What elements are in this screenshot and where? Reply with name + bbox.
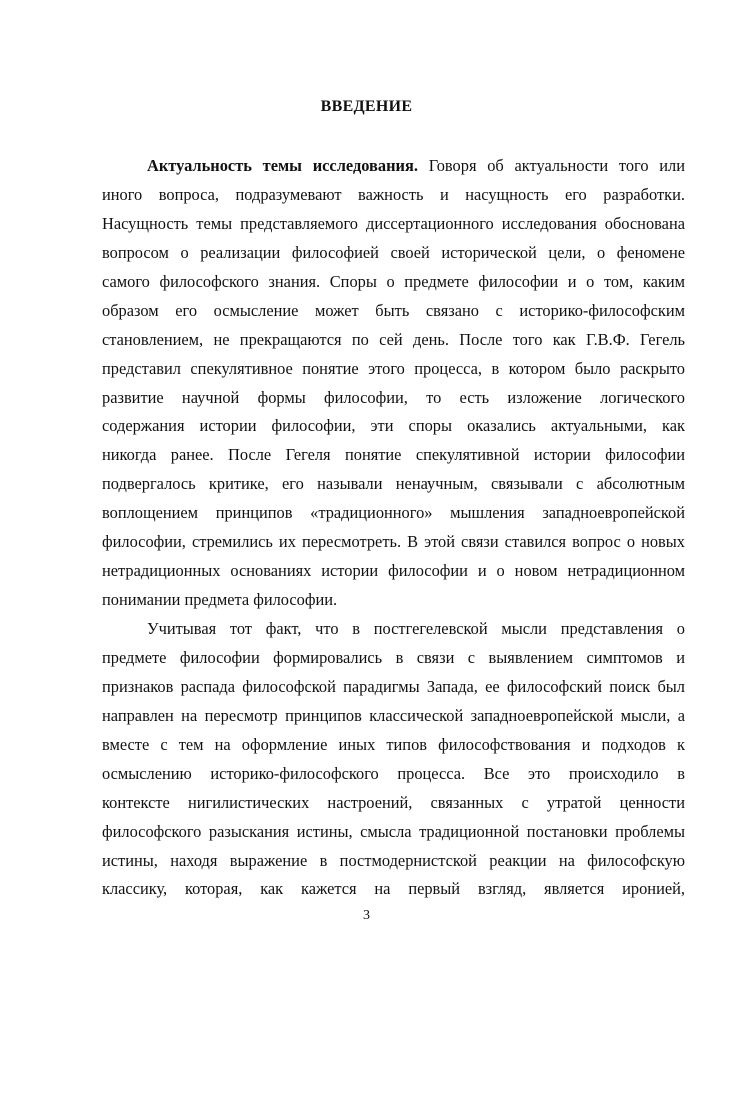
paragraph-2-line: Учитывая тот факт, что в постгегелевской мысли представления о	[147, 619, 685, 638]
paragraph-2-line: осмыслению историко-философского процесса. Все это происходило в	[102, 763, 685, 783]
paragraph-2-line: философского разыскания истины, смысла традиционной постановки проблемы	[102, 821, 685, 841]
paragraph-1-line: иного вопроса, подразумевают важность и насущность его разработки.	[102, 184, 685, 204]
paragraph-1-line: развитие научной формы философии, то есть изложение логического	[102, 387, 685, 407]
paragraph-1-line: воплощением принципов «традиционного» мышления западноевропейской	[102, 503, 685, 523]
body-text	[102, 152, 685, 904]
paragraph-1-line: Насущность темы представляемого диссертационного исследования обоснована	[102, 213, 685, 233]
paragraph-2-line: истины, находя выражение в постмодернистской реакции на философскую	[102, 850, 685, 870]
paragraph-1-line: становлением, не прекращаются по сей день. После того как Г.В.Ф. Гегель	[102, 329, 685, 349]
paragraph-2-line: вместе с тем на оформление иных типов философствования и подходов к	[102, 734, 685, 754]
paragraph-1-line: представил спекулятивное понятие этого процесса, в котором было раскрыто	[102, 358, 685, 378]
paragraph-1-line: содержания истории философии, эти споры оказались актуальными, как	[102, 416, 685, 436]
paragraph-1-line: образом его осмысление может быть связано с историко-философским	[102, 300, 685, 320]
paragraph-2-line: направлен на пересмотр принципов классической западноевропейской мысли, а	[102, 705, 685, 725]
paragraph-2-line: предмете философии формировались в связи с выявлением симптомов и	[102, 647, 685, 667]
page-number: 3	[363, 908, 370, 923]
paragraph-1-lead-rest: Говоря об актуальности того или	[417, 156, 686, 175]
paragraph-1-line: понимании предмета философии.	[102, 590, 338, 610]
paragraph-2-line: признаков распада философской парадигмы Запада, ее философский поиск был	[102, 676, 685, 696]
paragraph-1-line: вопросом о реализации философией своей исторической цели, о феномене	[102, 242, 685, 262]
paragraph-1-lead-bold: Актуальность темы исследования.	[147, 156, 418, 175]
paragraph-1-line: никогда ранее. После Гегеля понятие спекулятивной истории философии	[102, 445, 685, 465]
paragraph-1-line: философии, стремились их пересмотреть. В этой связи ставился вопрос о новых	[102, 532, 685, 552]
paragraph-1-line: нетрадиционных основаниях истории философии и о новом нетрадиционном	[102, 561, 685, 581]
paragraph-2-line: контексте нигилистических настроений, связанных с утратой ценности	[102, 792, 685, 812]
paragraph-1-line: подвергалось критике, его называли ненаучным, связывали с абсолютным	[102, 474, 685, 494]
paragraph-1-line	[102, 152, 685, 181]
paragraph-1-line: самого философского знания. Споры о предмете философии и о том, каким	[102, 271, 685, 291]
paragraph-2-line: классику, которая, как кажется на первый взгляд, является иронией,	[102, 879, 685, 899]
page-title: ВВЕДЕНИЕ	[320, 98, 413, 115]
